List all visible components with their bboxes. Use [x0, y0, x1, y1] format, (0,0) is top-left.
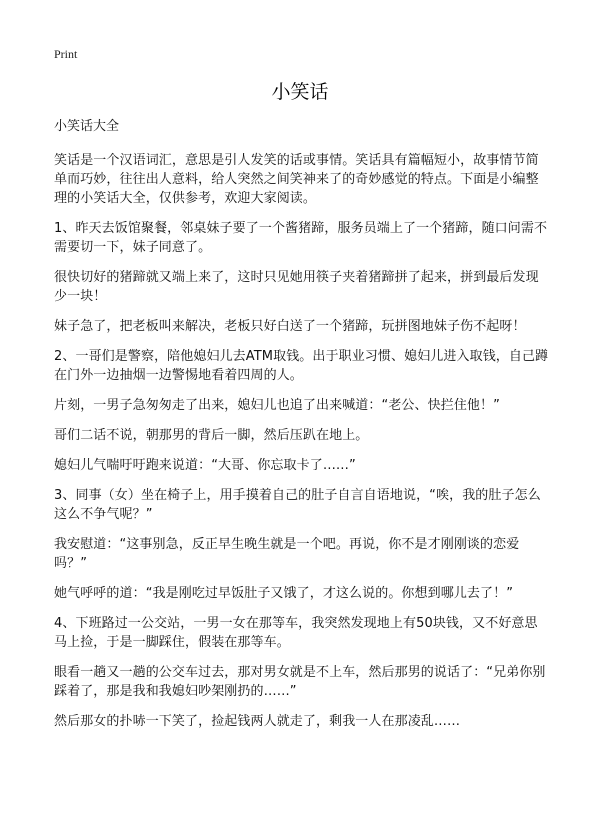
paragraph-joke-2-part-1: 2、一哥们是警察，陪他媳妇儿去ATM取钱。出于职业习惯、媳妇儿进入取钱，自己蹲在门外一边抽烟一边警惕地看着四周的人。 — [54, 349, 549, 383]
paragraph-joke-2-part-2: 片刻，一男子急匆匆走了出来，媳妇儿也追了出来喊道：“老公、快拦住他！” — [54, 398, 500, 413]
paragraph-joke-3-part-1: 3、同事（女）坐在椅子上，用手摸着自己的肚子自言自语地说，“唉，我的肚子怎么这么不争气呢？” — [54, 488, 541, 522]
article-body — [54, 117, 550, 742]
paragraph-joke-4-part-2: 眼看一趟又一趟的公交车过去，那对男女就是不上车，然后那男的说话了：“兄弟你别踩着了，那是我和我媳妇吵架刚扔的……” — [54, 665, 546, 699]
paragraph-joke-1-part-1: 1、昨天去饭馆聚餐，邻桌妹子要了一个酱猪蹄，服务员端上了一个猪蹄，随口问需不需要切一下，妹子同意了。 — [54, 221, 548, 255]
paragraph-joke-2-part-3: 哥们二话不说，朝那男的背后一脚，然后压趴在地上。 — [54, 428, 369, 443]
paragraph-joke-3-part-2: 我安慰道：“这事别急，反正早生晚生就是一个吧。再说，你不是才刚刚谈的恋爱吗？” — [54, 537, 520, 571]
paragraph-joke-4-part-3: 然后那女的扑哧一下笑了，捡起钱两人就走了，剩我一人在那凌乱…… — [54, 714, 461, 729]
paragraph-joke-1-part-2: 很快切好的猪蹄就又端上来了，这时只见她用筷子夹着猪蹄拼了起来，拼到最后发现少一块！ — [54, 270, 539, 304]
paragraph-joke-3-part-3: 她气呼呼的道：“我是刚吃过早饭肚子又饿了，才这么说的。你想到哪儿去了！” — [54, 586, 514, 601]
paragraph-intro: 笑话是一个汉语词汇，意思是引人发笑的话或事情。笑话具有篇幅短小，故事情节简单而巧妙，往往出人意料，给人突然之间笑神来了的奇妙感觉的特点。下面是小编整理的小笑话大全，仅供参考，欢迎大家阅读。 — [54, 153, 539, 206]
article-subtitle: 小笑话大全 — [54, 119, 120, 134]
paragraph-joke-2-part-4: 媳妇儿气喘吁吁跑来说道：“大哥、你忘取卡了……” — [54, 458, 356, 473]
paragraph-joke-4-part-1: 4、下班路过一公交站，一男一女在那等车，我突然发现地上有50块钱，又不好意思马上捡，于是一脚踩住，假装在那等车。 — [54, 616, 538, 650]
paragraph-joke-1-part-3: 妹子急了，把老板叫来解决，老板只好白送了一个猪蹄，玩拼图地妹子伤不起呀！ — [54, 319, 526, 334]
page-title: 小笑话 — [271, 81, 329, 103]
print-label: Print — [54, 47, 78, 61]
